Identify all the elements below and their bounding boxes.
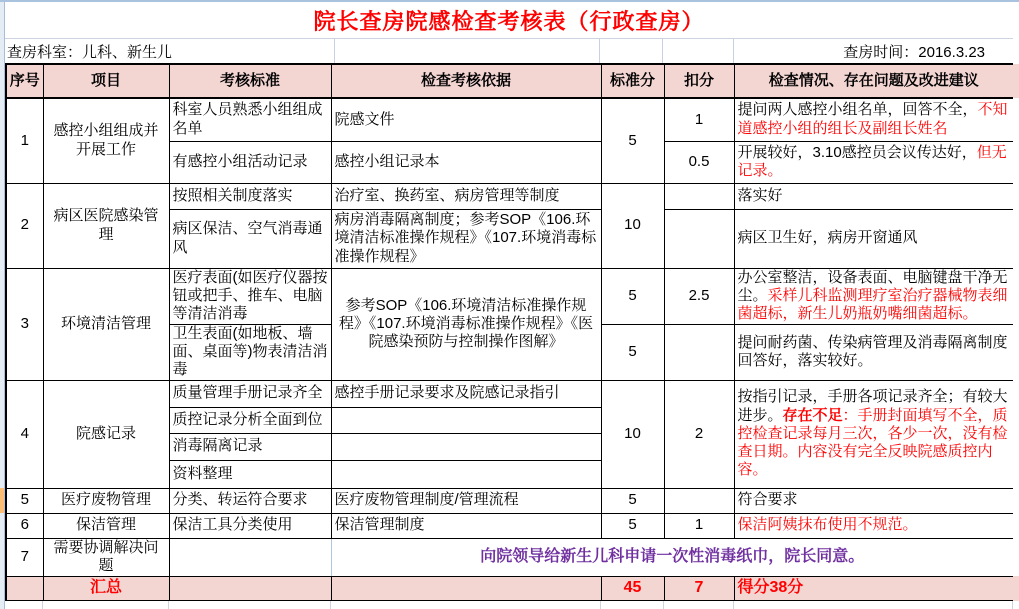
cell-r5-standard: 分类、转运符合要求 xyxy=(169,488,331,513)
cell-sum-score: 45 xyxy=(601,576,664,601)
note-text: 开展较好，3.10感控员会议传达好， xyxy=(737,143,977,161)
table-row-6 xyxy=(6,513,1014,538)
cell-r4c-basis xyxy=(331,433,601,460)
info-spacer-1 xyxy=(335,39,600,63)
note-red-text: 但无记录。 xyxy=(737,143,1007,179)
cell-r5-deduct xyxy=(664,488,734,513)
table-row-7 xyxy=(6,538,1014,576)
header-score: 标准分 xyxy=(601,64,664,98)
cell-r1b-standard: 有感控小组活动记录 xyxy=(169,141,331,183)
cell-r1b-basis: 感控小组记录本 xyxy=(331,141,601,183)
cell-r1b-deduct: 0.5 xyxy=(664,141,734,183)
form-content xyxy=(5,2,1013,602)
cell-r7-note: 向院领导给新生儿科申请一次性消毒纸巾，院长同意。 xyxy=(331,538,1014,576)
cell-r3b-standard: 卫生表面(如地板、墙面、桌面等)物表清洁消毒 xyxy=(169,324,331,380)
cell-r2b-deduct xyxy=(664,209,734,268)
cell-r3a-deduct: 2.5 xyxy=(664,268,734,324)
cell-r2-no: 2 xyxy=(6,183,43,268)
cell-sum-label: 汇总 xyxy=(43,576,169,601)
cell-sum-no xyxy=(6,576,43,601)
table-row-1a xyxy=(6,98,1014,141)
cell-r6-deduct: 1 xyxy=(664,513,734,538)
cell-r1a-basis: 院感文件 xyxy=(331,98,601,141)
header-basis: 检查考核依据 xyxy=(331,64,601,98)
cell-r1-item: 感控小组组成并开展工作 xyxy=(43,98,169,183)
cell-r4a-standard: 质量管理手册记录齐全 xyxy=(169,380,331,407)
cell-r1a-standard: 科室人员熟悉小组组成名单 xyxy=(169,98,331,141)
cell-r4c-standard: 消毒隔离记录 xyxy=(169,433,331,460)
cell-r2a-deduct xyxy=(664,183,734,209)
header-findings: 检查情况、存在问题及改进建议 xyxy=(734,64,1014,98)
table-row-4a xyxy=(6,380,1014,407)
cell-r2a-note: 落实好 xyxy=(734,183,1014,209)
assessment-table xyxy=(5,63,1015,602)
title-row xyxy=(5,2,1013,39)
right-margin-header-fill xyxy=(1013,64,1019,98)
cell-r2b-note: 病区卫生好，病房开窗通风 xyxy=(734,209,1014,268)
cell-r3a-note xyxy=(734,268,1014,324)
cell-r5-basis: 医疗废物管理制度/管理流程 xyxy=(331,488,601,513)
cell-r3b-deduct xyxy=(664,324,734,380)
row5-margin-highlight xyxy=(0,488,4,513)
dept-label: 查房科室：儿科、新生儿 xyxy=(7,43,173,61)
cell-r5-score: 5 xyxy=(601,488,664,513)
cell-r5-no: 5 xyxy=(6,488,43,513)
cell-r5-note: 符合要求 xyxy=(734,488,1014,513)
table-row-3a xyxy=(6,268,1014,324)
dept-cell xyxy=(5,39,335,63)
note-red-text: ：手册封面填写不全，质控检查记录每月三次，各少一次，没有检查日期。内容没有完全反映院感质控内容。 xyxy=(737,406,1008,479)
cell-r6-standard: 保洁工具分类使用 xyxy=(169,513,331,538)
cell-r4d-standard: 资料整理 xyxy=(169,460,331,488)
cell-r3b-score: 5 xyxy=(601,324,664,380)
cell-r2b-basis: 病房消毒隔离制度；参考SOP《106.环境清洁标准操作规程》《107.环境消毒标准操作规程》 xyxy=(331,209,601,268)
summary-row xyxy=(6,576,1014,601)
info-spacer-2 xyxy=(600,39,664,63)
info-row xyxy=(5,39,1013,63)
cell-r4-score: 10 xyxy=(601,380,664,488)
cell-r7-no: 7 xyxy=(6,538,43,576)
cell-r3-basis: 参考SOP《106.环境清洁标准操作规程》《107.环境消毒标准操作规程》《医院感染预防与控制操作图解》 xyxy=(331,268,601,380)
note-red-text: 不知道感控小组的组长及副组长姓名 xyxy=(737,101,1008,137)
cell-r6-note: 保洁阿姨抹布使用不规范。 xyxy=(734,513,1014,538)
page-title: 院长查房院感检查考核表（行政查房） xyxy=(313,8,705,34)
table-row-2a xyxy=(6,183,1014,209)
cell-r6-item: 保洁管理 xyxy=(43,513,169,538)
right-margin-summary-fill xyxy=(1013,576,1019,601)
cell-sum-basis xyxy=(331,576,601,601)
cell-r6-no: 6 xyxy=(6,513,43,538)
header-deduct: 扣分 xyxy=(664,64,734,98)
cell-r7-item: 需要协调解决问题 xyxy=(43,538,169,576)
cell-r5-item: 医疗废物管理 xyxy=(43,488,169,513)
cell-r4b-standard: 质控记录分析全面到位 xyxy=(169,407,331,433)
header-item: 项目 xyxy=(43,64,169,98)
cell-r3b-note: 提问耐药菌、传染病管理及消毒隔离制度回答好，落实较好。 xyxy=(734,324,1014,380)
cell-r4-item: 院感记录 xyxy=(43,380,169,488)
header-standard: 考核标准 xyxy=(169,64,331,98)
table-row-5 xyxy=(6,488,1014,513)
note-red-bold-text: 存在不足 xyxy=(782,406,843,424)
cell-r1a-note xyxy=(734,98,1014,141)
cell-r1a-deduct: 1 xyxy=(664,98,734,141)
cell-sum-note: 得分38分 xyxy=(734,576,1014,601)
cell-r2-score: 10 xyxy=(601,183,664,268)
time-label: 查房时间：2016.3.23 xyxy=(843,43,986,61)
cell-sum-deduct: 7 xyxy=(664,576,734,601)
cell-r1b-note xyxy=(734,141,1014,183)
header-no: 序号 xyxy=(6,64,43,98)
cell-r1-no: 1 xyxy=(6,98,43,183)
note-text: 按指引记录，手册各项记录齐全；有较大进步。 xyxy=(737,388,1008,424)
cell-r4b-basis xyxy=(331,407,601,433)
cell-r3a-score: 5 xyxy=(601,268,664,324)
cell-r1-score: 5 xyxy=(601,98,664,183)
partial-row xyxy=(5,601,1013,609)
cell-r2-item: 病区医院感染管理 xyxy=(43,183,169,268)
note-text: 办公室整洁，设备表面、电脑键盘干净无尘。 xyxy=(737,268,1008,304)
cell-r4d-basis xyxy=(331,460,601,488)
note-red-text: 采样儿科监测理疗室治疗器械物表细菌超标，新生儿奶瓶奶嘴细菌超标。 xyxy=(737,286,1008,323)
right-margin xyxy=(1013,2,1019,609)
cell-r6-basis: 保洁管理制度 xyxy=(331,513,601,538)
cell-r4-deduct: 2 xyxy=(664,380,734,488)
cell-r7-standard xyxy=(169,538,331,576)
cell-r3-no: 3 xyxy=(6,268,43,380)
cell-r6-score: 5 xyxy=(601,513,664,538)
cell-r4a-basis: 感控手册记录要求及院感记录指引 xyxy=(331,380,601,407)
cell-r4-note xyxy=(734,380,1014,488)
cell-r3-item: 环境清洁管理 xyxy=(43,268,169,380)
cell-r2a-standard: 按照相关制度落实 xyxy=(169,183,331,209)
info-spacer-3 xyxy=(663,39,734,63)
cell-r2b-standard: 病区保洁、空气消毒通风 xyxy=(169,209,331,268)
cell-r2a-basis: 治疗室、换药室、病房管理等制度 xyxy=(331,183,601,209)
cell-sum-standard xyxy=(169,576,331,601)
time-cell xyxy=(734,39,1013,63)
note-text: 提问两人感控小组名单，回答不全， xyxy=(737,101,978,119)
cell-r3a-standard: 医疗表面(如医疗仪器按钮或把手、推车、电脑等清洁消毒 xyxy=(169,268,331,324)
cell-r4-no: 4 xyxy=(6,380,43,488)
table-header-row xyxy=(6,64,1014,98)
